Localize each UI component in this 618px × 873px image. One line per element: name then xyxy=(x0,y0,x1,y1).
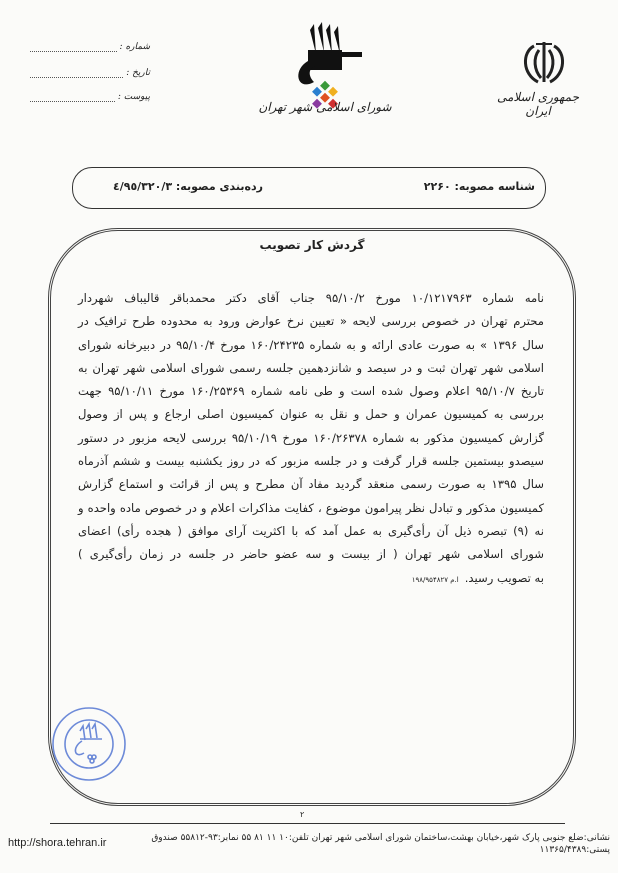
number-field xyxy=(30,42,150,52)
attachment-dotted-line xyxy=(30,93,115,102)
approval-id: شناسه مصوبه: ۲۲۶۰ xyxy=(423,180,535,193)
attachment-label: پیوست : xyxy=(117,92,150,102)
body-line-final xyxy=(78,567,544,592)
date-dotted-line xyxy=(30,69,123,78)
body-line: نه (۹) تبصره ذیل آن رأی‌گیری به عمل آمد که با اکثریت آرای موافق ( هجده رأی) اعضای xyxy=(78,523,544,538)
number-label: شماره : xyxy=(119,42,150,52)
document-body xyxy=(78,287,544,592)
body-line: گزارش کمیسیون مذکور به شماره ۱۶۰/۲۶۳۷۸ مورخ ۹۵/۱۰/۱۹ بررسی لایحه مزبور در دستور xyxy=(78,430,544,445)
footer-address: نشانی:ضلع جنوبی پارک شهر،خیابان بهشت،ساختمان شورای اسلامی شهر تهران تلفن:۱۰ ۱۱ ۸۱ ۵۵ نمابر:۹۳-۵۵۸۱۲ صندوق پستی:۱۱۳۶۵/۴۳۸۹ xyxy=(151,833,610,855)
footer-divider xyxy=(50,823,565,824)
body-line: محترم تهران در خصوص بررسی لایحه « تعیین نرخ عوارض ورود به محدوده طرح ترافیک در xyxy=(78,314,544,329)
body-line: بررسی به کمیسیون عمران و حمل و نقل به عنوان کمیسیون اصلی ارجاع و پس از وصول xyxy=(78,407,544,422)
attachment-field xyxy=(30,92,150,102)
body-line: شورای اسلامی شهر تهران ( از بیست و سه عضو حاضر در جلسه در زمان رأی‌گیری ) xyxy=(78,547,544,562)
body-line: سال ۱۳۹۵ به صورت رسمی منعقد گردید مفاد آن مطرح و پس از قرائت و استماع گزارش xyxy=(78,477,544,492)
date-label: تاریخ : xyxy=(126,68,150,78)
body-line: سیصدو بیستمین جلسه قرار گرفت و در جلسه مزبور که در روز یکشنبه بیست و ششم آذرماه xyxy=(78,454,544,469)
footer-website-link[interactable]: http://shora.tehran.ir xyxy=(8,837,107,849)
number-dotted-line xyxy=(30,43,117,52)
country-name: جمهوری اسلامی ایران xyxy=(496,90,580,118)
reference-number: ا.م ۱۹۸/۹۵۴۸۲۷ xyxy=(411,575,459,584)
council-stamp xyxy=(50,705,128,783)
body-line: کمیسیون مذکور و تبادل نظر پیرامون موضوع ، کفایت مذاکرات اعلام و در خصوص ماده واحده و xyxy=(78,500,544,515)
iran-emblem-logo xyxy=(514,38,574,88)
council-name: شورای اسلامی شهر تهران xyxy=(258,100,392,114)
date-field xyxy=(30,68,150,78)
document-title: گردش کار تصویب xyxy=(259,238,365,252)
approval-info-box xyxy=(72,167,546,209)
approval-classification: رده‌بندی مصوبه: ٤/٩٥/٣٢٠/٣ xyxy=(113,180,263,193)
page-mark: ۲ xyxy=(300,810,305,819)
body-line: نامه شماره ۱۰/۱۲۱۷۹۶۳ مورخ ۹۵/۱۰/۲ جناب آقای دکتر محمدباقر قالیباف شهردار xyxy=(78,291,545,305)
body-line: اسلامی شهر تهران ثبت و در سیصد و شانزدهمین جلسه رسمی شورای اسلامی شهر تهران به xyxy=(78,360,544,375)
body-line: سال ۱۳۹۶ » به صورت عادی ارائه و به شماره ۱۶۰/۲۴۲۳۵ مورخ ۹۵/۱۰/۴ در دبیرخانه شورای xyxy=(78,337,545,352)
body-line: تاریخ ۹۵/۱۰/۷ اعلام وصول شده است و طی نامه شماره ۱۶۰/۲۵۳۶۹ مورخ ۹۵/۱۰/۱۱ جهت xyxy=(78,384,544,399)
body-line-final-text: به تصویب رسید. xyxy=(464,570,544,585)
